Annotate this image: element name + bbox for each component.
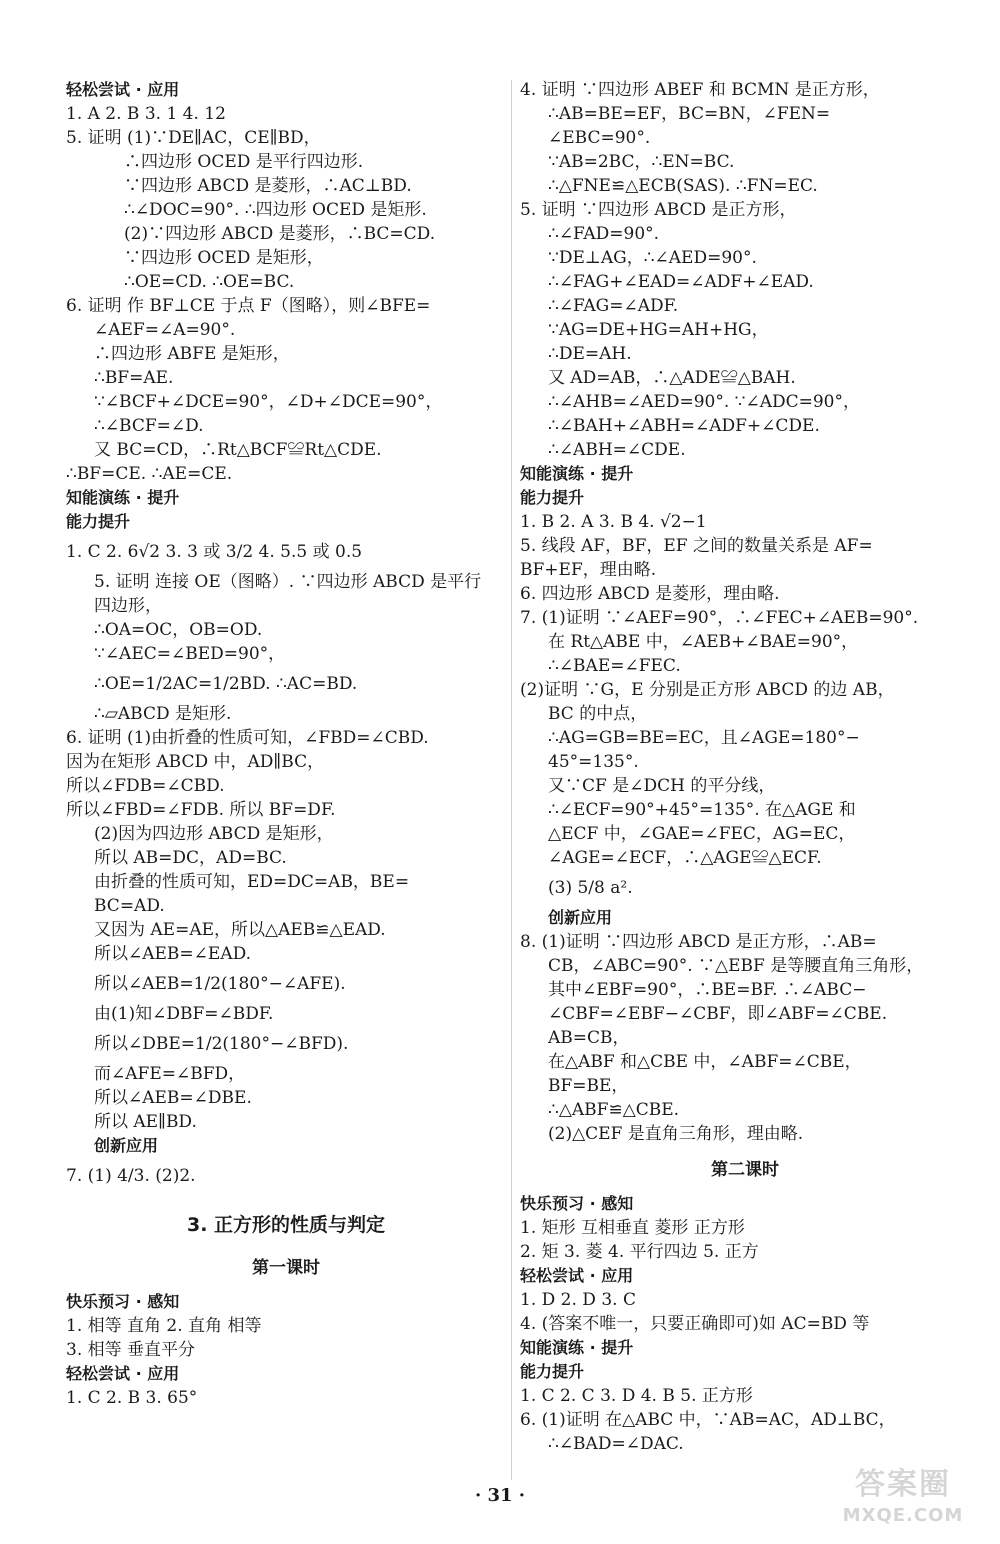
answer-line: 4. 证明 ∵四边形 ABEF 和 BCMN 是正方形，	[520, 80, 880, 100]
section-heading: 能力提升	[520, 1362, 585, 1381]
answer-line: 又 AD=AB，∴△ADE≌△BAH.	[548, 368, 796, 388]
answer-line: 又因为 AE=AE，所以△AEB≌△EAD.	[94, 920, 386, 940]
answer-line: ∴∠FAG=∠ADF.	[548, 296, 679, 316]
answer-line: 因为在矩形 ABCD 中，AD∥BC，	[66, 752, 325, 772]
answer-line: 所以∠AEB=∠DBE.	[94, 1088, 252, 1108]
answer-line: 4. (答案不唯一，只要正确即可)如 AC=BD 等	[520, 1314, 870, 1334]
answer-line: 1. A 2. B 3. 1 4. 12	[66, 104, 226, 124]
answer-line: 7. (1) 4/3. (2)2.	[66, 1166, 196, 1186]
answer-line: ∴△FNE≌△ECB(SAS). ∴FN=EC.	[548, 176, 818, 196]
answer-line: 所以 AE∥BD.	[94, 1112, 197, 1132]
answer-line: 而∠AFE=∠BFD，	[94, 1064, 246, 1084]
answer-line: 1. 相等 直角 2. 直角 相等	[66, 1316, 262, 1336]
answer-line: ∴∠ABH=∠CDE.	[548, 440, 686, 460]
answer-line: 又 BC=CD，∴Rt△BCF≌Rt△CDE.	[94, 440, 382, 460]
answer-line: 由(1)知∠DBF=∠BDF.	[94, 1004, 274, 1024]
answer-line: AB=CB，	[548, 1028, 630, 1048]
answer-line: ∵四边形 OCED 是矩形，	[124, 248, 324, 268]
answer-line: ∴四边形 OCED 是平行四边形.	[124, 152, 364, 172]
answer-line: 5. 线段 AF，BF，EF 之间的数量关系是 AF=	[520, 536, 873, 556]
answer-line: ∴DE=AH.	[548, 344, 632, 364]
answer-line: 1. C 2. C 3. D 4. B 5. 正方形	[520, 1386, 753, 1406]
section-heading: 轻松尝试 · 应用	[66, 80, 180, 99]
section-heading: 创新应用	[548, 908, 613, 927]
answer-line: ∴△ABF≌△CBE.	[548, 1100, 680, 1120]
answer-line: 四边形，	[94, 596, 162, 616]
section-heading: 创新应用	[94, 1136, 159, 1155]
answer-line: 又∵CF 是∠DCH 的平分线，	[548, 776, 776, 796]
answer-line: 6. 四边形 ABCD 是菱形，理由略.	[520, 584, 780, 604]
watermark-logo	[828, 1465, 978, 1535]
answer-line: 1. C 2. B 3. 65°	[66, 1388, 198, 1408]
answer-line: ∴∠BAD=∠DAC.	[548, 1434, 684, 1454]
page-number: · 31 ·	[474, 1485, 526, 1506]
right-column	[520, 78, 970, 1456]
answer-line: 2. 矩 3. 菱 4. 平行四边 5. 正方	[520, 1242, 759, 1262]
answer-line: ∠AGE=∠ECF，∴△AGE≌△ECF.	[548, 848, 822, 868]
column-divider	[511, 80, 512, 1480]
answer-line: 1. C 2. 6√2 3. 3 或 3/2 4. 5.5 或 0.5	[66, 542, 363, 562]
lesson-title: 第一课时	[252, 1258, 320, 1278]
answer-line: ∴四边形 ABFE 是矩形，	[94, 344, 290, 364]
answer-line: ∴∠BAE=∠FEC.	[548, 656, 681, 676]
answer-line: ∴∠BAH+∠ABH=∠ADF+∠CDE.	[548, 416, 820, 436]
answer-line: ∴∠FAD=90°.	[548, 224, 660, 244]
answer-line: ∵AG=DE+HG=AH+HG，	[548, 320, 769, 340]
answer-line: BC 的中点，	[548, 704, 648, 724]
answer-line: 7. (1)证明 ∵∠AEF=90°，∴∠FEC+∠AEB=90°.	[520, 608, 919, 628]
answer-line: BF+EF，理由略.	[520, 560, 657, 580]
answer-line: 5. 证明 ∵四边形 ABCD 是正方形，	[520, 200, 797, 220]
answer-line: (2)∵四边形 ABCD 是菱形，∴BC=CD.	[124, 224, 436, 244]
watermark-top: 答案圈	[855, 1467, 951, 1502]
section-heading: 轻松尝试 · 应用	[520, 1266, 634, 1285]
section-heading: 能力提升	[520, 488, 585, 507]
answer-line: 45°=135°.	[548, 752, 639, 772]
answer-line: ∵AB=2BC，∴EN=BC.	[548, 152, 735, 172]
answer-line: ∴OA=OC，OB=OD.	[94, 620, 263, 640]
answer-line: ∴BF=CE. ∴AE=CE.	[66, 464, 233, 484]
section-heading: 能力提升	[66, 512, 131, 531]
answer-line: ∵四边形 ABCD 是菱形，∴AC⊥BD.	[124, 176, 412, 196]
answer-line: 5. 证明 连接 OE（图略）. ∵四边形 ABCD 是平行	[94, 572, 482, 592]
answer-line: (2)因为四边形 ABCD 是矩形，	[94, 824, 334, 844]
answer-line: (2)△CEF 是直角三角形，理由略.	[548, 1124, 804, 1144]
answer-line: 所以∠AEB=∠EAD.	[94, 944, 252, 964]
watermark-bottom: MXQE.COM	[842, 1505, 964, 1526]
answer-line: ∠CBF=∠EBF−∠CBF，即∠ABF=∠CBE.	[548, 1004, 888, 1024]
answer-line: ∴OE=1/2AC=1/2BD. ∴AC=BD.	[94, 674, 358, 694]
answer-line: ∠EBC=90°.	[548, 128, 651, 148]
answer-line: ∴∠AHB=∠AED=90°. ∵∠ADC=90°，	[548, 392, 860, 412]
answer-line: ∴▱ABCD 是矩形.	[94, 704, 232, 724]
answer-line: (2)证明 ∵G，E 分别是正方形 ABCD 的边 AB，	[520, 680, 895, 700]
answer-line: ∠AEF=∠A=90°.	[94, 320, 236, 340]
answer-line: 所以 AB=DC，AD=BC.	[94, 848, 287, 868]
answer-line: 所以∠DBE=1/2(180°−∠BFD).	[94, 1034, 349, 1054]
answer-line: CB，∠ABC=90°. ∵△EBF 是等腰直角三角形，	[548, 956, 924, 976]
left-column	[66, 78, 506, 1410]
section-title: 3. 正方形的性质与判定	[186, 1214, 386, 1236]
section-heading: 知能演练 · 提升	[66, 488, 180, 507]
answer-line: ∴BF=AE.	[94, 368, 174, 388]
answer-line: ∴AG=GB=BE=EC，且∠AGE=180°−	[548, 728, 860, 748]
section-heading: 知能演练 · 提升	[520, 1338, 634, 1357]
answer-line: ∵DE⊥AG，∴∠AED=90°.	[548, 248, 757, 268]
answer-line: 所以∠FBD=∠FDB. 所以 BF=DF.	[66, 800, 336, 820]
lesson-title: 第二课时	[711, 1160, 779, 1180]
answer-line: 其中∠EBF=90°，∴BE=BF. ∴∠ABC−	[548, 980, 867, 1000]
answer-line: 1. D 2. D 3. C	[520, 1290, 636, 1310]
section-heading: 快乐预习 · 感知	[520, 1194, 634, 1213]
answer-line: 在 Rt△ABE 中，∠AEB+∠BAE=90°，	[548, 632, 859, 652]
answer-line: (3) 5/8 a².	[548, 878, 633, 898]
answer-line: 5. 证明 (1)∵DE∥AC，CE∥BD，	[66, 128, 321, 148]
section-heading: 快乐预习 · 感知	[66, 1292, 180, 1311]
answer-line: ∵∠AEC=∠BED=90°，	[94, 644, 286, 664]
section-heading: 轻松尝试 · 应用	[66, 1364, 180, 1383]
answer-line: 1. B 2. A 3. B 4. √2−1	[520, 512, 707, 532]
answer-line: 在△ABF 和△CBE 中，∠ABF=∠CBE，	[548, 1052, 862, 1072]
answer-line: 所以∠FDB=∠CBD.	[66, 776, 225, 796]
answer-line: ∴∠BCF=∠D.	[94, 416, 204, 436]
answer-line: 8. (1)证明 ∵四边形 ABCD 是正方形，∴AB=	[520, 932, 877, 952]
answer-line: 3. 相等 垂直平分	[66, 1340, 196, 1360]
answer-line: ∵∠BCF+∠DCE=90°，∠D+∠DCE=90°，	[94, 392, 443, 412]
answer-line: ∴∠DOC=90°. ∴四边形 OCED 是矩形.	[124, 200, 427, 220]
answer-line: ∴OE=CD. ∴OE=BC.	[124, 272, 295, 292]
answer-line: BF=BE，	[548, 1076, 629, 1096]
answer-line: 6. 证明 作 BF⊥CE 于点 F（图略），则∠BFE=	[66, 296, 431, 316]
answer-line: △ECF 中，∠GAE=∠FEC，AG=EC，	[548, 824, 856, 844]
answer-line: 6. 证明 (1)由折叠的性质可知，∠FBD=∠CBD.	[66, 728, 429, 748]
answer-line: ∴AB=BE=EF，BC=BN，∠FEN=	[548, 104, 831, 124]
answer-line: BC=AD.	[94, 896, 165, 916]
answer-line: 1. 矩形 互相垂直 菱形 正方形	[520, 1218, 745, 1238]
answer-line: ∴∠ECF=90°+45°=135°. 在△AGE 和	[548, 800, 856, 820]
answer-line: ∴∠FAG+∠EAD=∠ADF+∠EAD.	[548, 272, 814, 292]
answer-line: 由折叠的性质可知，ED=DC=AB，BE=	[94, 872, 410, 892]
answer-line: 所以∠AEB=1/2(180°−∠AFE).	[94, 974, 346, 994]
answer-line: 6. (1)证明 在△ABC 中，∵AB=AC，AD⊥BC，	[520, 1410, 896, 1430]
section-heading: 知能演练 · 提升	[520, 464, 634, 483]
